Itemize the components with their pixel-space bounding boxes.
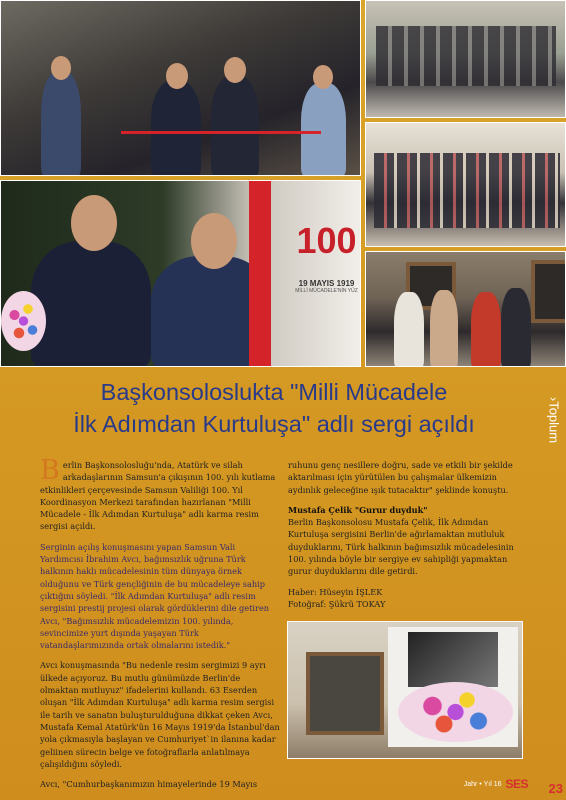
paragraph xyxy=(40,455,280,533)
canvas-painting xyxy=(388,627,518,747)
banner-number: 100 xyxy=(296,220,357,261)
paragraph: ruhunu genç nesillere doğru, sade ve etkili bir şekilde aktarılması için yürütülen bu çalışmalar ülkemizin aydınlık geleceğine ışık tutacaktır" şeklinde konuştu. xyxy=(288,460,513,495)
person-head xyxy=(191,213,237,269)
person-figure xyxy=(211,76,259,176)
person-head xyxy=(313,65,333,89)
person-figure xyxy=(501,288,531,367)
magazine-logo: SES xyxy=(505,777,528,791)
issue-label: Jahr • Yıl 16 xyxy=(463,780,502,788)
photo-group-hall xyxy=(365,0,566,118)
wall-painting xyxy=(531,260,566,323)
banner-subline: MİLLİ MÜCADELE'NİN YÜZ xyxy=(295,288,358,294)
subheading: Mustafa Çelik "Gurur duyduk" xyxy=(288,504,428,515)
person-head xyxy=(166,63,188,89)
person-figure xyxy=(430,290,458,367)
banner-date: 19 MAYIS 1919 xyxy=(298,279,355,288)
photo-two-officials xyxy=(0,180,361,367)
horse-drawing xyxy=(408,632,498,687)
centennial-banner xyxy=(291,221,361,294)
person-figure xyxy=(394,292,424,367)
person-figure xyxy=(31,241,151,367)
turkish-flag xyxy=(249,181,271,367)
person-figure xyxy=(151,81,201,176)
credit-news: Haber: Hüseyin İŞLEK xyxy=(288,586,383,597)
photo-artists-in-front-of-paintings xyxy=(365,251,566,367)
paragraph-text: erlin Başkonsolosluğu'nda, Atatürk ve silah arkadaşlarının Samsun'a çıkışının 100. yılı kutlama etkinlikleri çerçevesinde Samsun Valiliği 100. Yıl Koordinasyon Merkezi tarafından hazırlanan "Milli Mücadele - İlk Adımdan Kurtuluşa" adlı karma resim sergisi açıldı. xyxy=(40,460,276,532)
ribbon xyxy=(121,131,321,134)
crowd xyxy=(374,153,560,228)
section-tag-label: ›Toplum xyxy=(546,396,562,444)
credit-photo: Fotoğraf: Şükrü TOKAY xyxy=(288,598,386,609)
flower-painting xyxy=(1,291,46,351)
crowd xyxy=(376,26,556,86)
ataturk-portrait-painting xyxy=(306,652,384,735)
photo-ribbon-cutting xyxy=(0,0,361,176)
photo-paintings-easels xyxy=(287,621,523,759)
photo-group-exhibition xyxy=(365,122,566,247)
person-head xyxy=(71,195,117,251)
person-head xyxy=(51,56,71,80)
paragraph: Avcı, "Cumhurbaşkanımızın himayelerinde 19 Mayıs xyxy=(40,779,258,790)
headline-line-1: Başkonsoloslukta "Milli Mücadele xyxy=(100,379,448,405)
paragraph: Avcı konuşmasında "Bu nedenle resim sergimizi 9 ayrı ülkede açıyoruz. Bu mutlu günümüzde Berlin'de olmaktan mutluyuz" ifadelerini kullandı. 63 Eserden oluşan "İlk Adımdan Kurtuluşa" adlı karma resim sergisi ile tarih ve sanatın buluşturulduğuna dikkat çeken Avcı, Mustafa Kemal Atatürk'ün 16 Mayıs 1919'da İstanbul'dan yola çıkmasıyla başlayan ve Cumhuriyet`in ilanına kadar geliinen sürecin belge ve fotoğraflarla anlatılmaya çalışıldığını söyledi. xyxy=(40,660,280,769)
headline-line-2: İlk Adımdan Kurtuluşa" adlı sergi açıldı xyxy=(73,411,475,437)
person-figure xyxy=(471,292,501,367)
page-footer xyxy=(464,777,528,791)
person-figure xyxy=(41,71,81,176)
paragraph: Berlin Başkonsolosu Mustafa Çelik, İlk Adımdan Kurtuluşa sergisini Berlin'de ağırlamaktan mutluluk duyduklarını, Türk halkının bağımsızlık mücadelesinin 100. yılında böyle bir sergiye ev sahipliği yapmaktan gurur duyduklarını dile getirdi. xyxy=(288,517,514,577)
article-column-right xyxy=(288,459,518,610)
drop-cap: B xyxy=(40,455,60,486)
person-head xyxy=(224,57,246,83)
flower-bouquet xyxy=(398,682,513,742)
paragraph-highlight: Serginin açılış konuşmasını yapan Samsun Vali Yardımcısı İbrahim Avcı, bağımsızlık uğruna Türk halkının haklı mücadelesinin tüm dünyaya örnek olduğunu ve Türk gençliğinin de bu mücadeleye sahip çıktığını söyledi. "İlk Adımdan Kurtuluşa" adlı resim sergisini prestij projesi olarak gördüklerini dile getiren Avcı, "Bağımsızlık mücadelemizin 100. yılında, sevincimize yurt dışında yaşayan Türk vatandaşlarımızında ortak olmalarını istedik." xyxy=(40,541,270,651)
person-figure xyxy=(301,83,346,176)
article-column-left xyxy=(40,455,280,798)
article-headline xyxy=(0,376,548,440)
section-tag xyxy=(544,390,564,450)
page-number: 23 xyxy=(548,781,563,796)
